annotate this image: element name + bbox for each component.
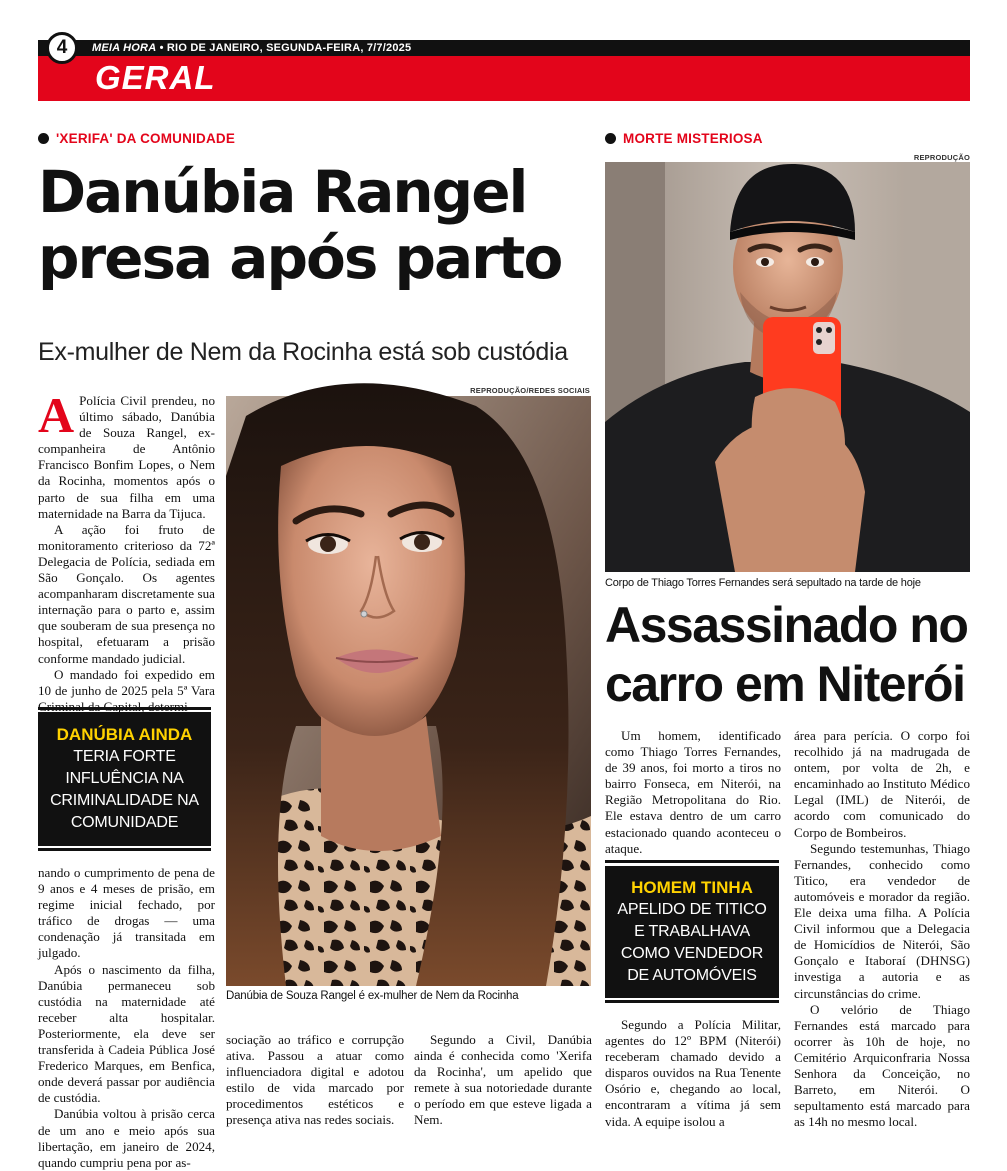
issue-meta: • RIO DE JANEIRO, SEGUNDA-FEIRA, 7/7/2025	[159, 42, 412, 54]
right-col2-p1: área para perícia. O corpo foi recolhido já na madrugada de ontem, por volta de 2h, e encaminhado ao Instituto Médico Legal (IML) de Niterói, de acordo com comunicado do Corpo de Bombeiros.	[794, 728, 970, 840]
pullquote-left-highlight: DANÚBIA AINDA	[56, 725, 193, 744]
pullquote-right	[605, 866, 779, 998]
right-col2-p3: O velório de Thiago Fernandes está marcado para ocorrer às 10h de hoje, no Cemitério Arquiconfraria Nossa Senhora da Conceição, no Barreto, em Niterói. O sepultamento está marcado para as 14h no mesmo local.	[794, 1001, 970, 1130]
headline-right-line1: Assassinado no	[605, 597, 968, 653]
page-number: 4	[46, 32, 78, 64]
bullet-icon	[605, 133, 616, 144]
pullquote-left	[38, 712, 211, 846]
headline-right-line2: carro em Niterói	[605, 656, 965, 712]
photo-danubia	[226, 396, 591, 986]
headline-left	[38, 160, 598, 291]
headline-left-line2: presa após parto	[38, 223, 562, 292]
photo-thiago	[605, 162, 970, 572]
pullquote-left-rule-top	[38, 707, 211, 710]
left-p5: Após o nascimento da filha, Danúbia permaneceu sob custódia na maternidade até receber alta hospitalar. Posteriormente, ela deve ser transferida à Cadeia Pública José Frederico Marques, em Benfica, onde deverá passar por audiência de custódia.	[38, 961, 215, 1106]
subhead-left: Ex-mulher de Nem da Rocinha está sob custódia	[38, 338, 568, 366]
right-p1: Um homem, identificado como Thiago Torres Fernandes, de 39 anos, foi morto a tiros no bairro Fonseca, em Niterói, na Região Metropolitana do Rio. Ele estava dentro de um carro estacionado quando aconteceu o ataque.	[605, 728, 781, 856]
pullquote-right-text: APELIDO DE TITICO E TRABALHAVA COMO VENDEDOR DE AUTOMÓVEIS	[617, 901, 767, 984]
article-right-col2	[794, 728, 970, 1130]
right-col2-p2: Segundo testemunhas, Thiago Fernandes, conhecido como Titico, era vendedor de automóveis e morador da região. Ele deixa uma filha. A Polícia Civil informou que a Delegacia de Homicídios de Niterói, São Gonçalo e Itaboraí (DHNSG) investiga a autoria e as circunstâncias do crime.	[794, 840, 970, 1001]
selfie-illustration	[605, 162, 970, 572]
kicker-right-text: MORTE MISTERIOSA	[623, 131, 763, 146]
left-p4: nando o cumprimento de pena de 9 anos e 4 meses de prisão, em regime inicial fechado, por tráfico de drogas — uma condenação já transitada em julgado.	[38, 865, 215, 961]
photo-caption-left: Danúbia de Souza Rangel é ex-mulher de Nem da Rocinha	[226, 990, 519, 1002]
bullet-icon	[38, 133, 49, 144]
pullquote-right-highlight: HOMEM TINHA	[631, 878, 753, 897]
masthead	[92, 41, 411, 55]
article-right-col1-bottom	[605, 1017, 781, 1130]
article-left-col2	[226, 1032, 404, 1129]
photo-credit-right: REPRODUÇÃO	[913, 153, 970, 162]
left-col3-text: Segundo a Civil, Danúbia ainda é conhecida como 'Xerifa da Rocinha', um apelido que remete à sua notoriedade durante o período em que esteve ligada a Nem.	[414, 1032, 592, 1128]
left-p1: Polícia Civil prendeu, no último sábado, Danúbia de Souza Rangel, ex-companheira de Antônio Francisco Bonfim Lopes, o Nem da Rocinha, momentos após o parto de sua filha em uma maternidade na Barra da Tijuca.	[38, 393, 215, 521]
section-title: GERAL	[95, 59, 216, 96]
article-right-col1-top	[605, 728, 781, 857]
brand-name: MEIA HORA	[92, 42, 157, 54]
headline-right	[605, 596, 977, 714]
article-left-col3	[414, 1032, 592, 1129]
right-p2: Segundo a Polícia Militar, agentes do 12º BPM (Niterói) receberam chamado devido a disparos ouvidos na Rua Tenente Osório e, chegando ao local, encontraram a vítima já sem vida. A equipe isolou a	[605, 1017, 781, 1129]
article-left-col1-top	[38, 387, 215, 715]
left-p2: A ação foi fruto de monitoramento criterioso da 72ª Delegacia de Polícia, sediada em São Gonçalo. Os agentes acompanharam discretamente sua internação para o parto e, assim que souberam de sua presença no hospital, efetuaram a prisão conforme mandado judicial.	[38, 521, 215, 666]
headline-left-line1: Danúbia Rangel	[38, 158, 527, 226]
pullquote-right-rule-bottom	[605, 1000, 779, 1003]
left-col2-text: sociação ao tráfico e corrupção ativa. Passou a atuar como influenciadora digital e adotou estilo de vida marcado por procedimentos estéticos e presença ativa nas redes sociais.	[226, 1032, 404, 1128]
portrait-illustration	[226, 396, 591, 986]
left-p6: Danúbia voltou à prisão cerca de um ano e meio após sua libertação, em janeiro de 2024, quando cumpriu pena por as-	[38, 1106, 215, 1170]
pullquote-right-rule-top	[605, 860, 779, 863]
pullquote-left-text: TERIA FORTE INFLUÊNCIA NA CRIMINALIDADE NA COMUNIDADE	[50, 748, 199, 831]
pullquote-left-rule-bottom	[38, 848, 211, 851]
kicker-left	[38, 131, 235, 146]
photo-credit-left: REPRODUÇÃO/REDES SOCIAIS	[470, 386, 590, 395]
kicker-right	[605, 131, 763, 146]
dropcap: A	[38, 387, 75, 443]
photo-caption-right: Corpo de Thiago Torres Fernandes será sepultado na tarde de hoje	[605, 577, 921, 589]
kicker-left-text: 'XERIFA' DA COMUNIDADE	[56, 131, 236, 146]
article-left-col1-bottom	[38, 865, 215, 1171]
left-p3: O mandado foi expedido em 10 de junho de 2025 pela 5ª Vara	[38, 666, 215, 698]
